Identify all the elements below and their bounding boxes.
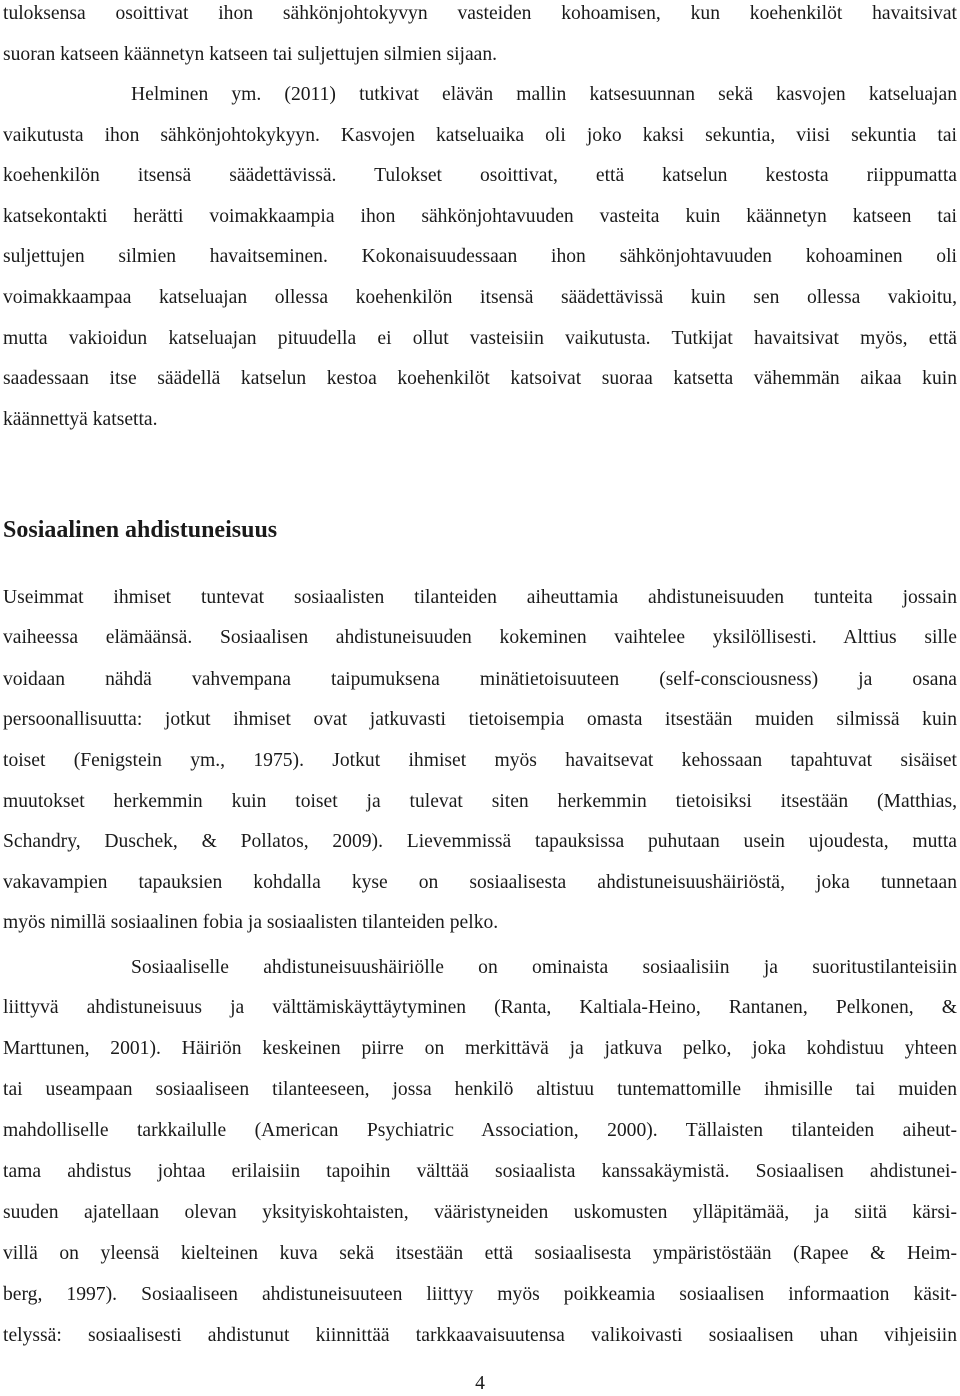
text-line: liittyvä ahdistuneisuus ja välttämiskäyttäytyminen (Ranta, Kaltiala-Heino, Rantanen, Pelkonen, & bbox=[3, 997, 957, 1018]
text-line: telyssä: sosiaalisesti ahdistunut kiinnittää tarkkaavaisuutensa valikoivasti sosiaalisen uhan vihjeisiin bbox=[3, 1325, 957, 1346]
text-line: koehenkilön itsensä säädettävissä. Tulokset osoittivat, että katselun kestosta riippumatta bbox=[3, 165, 957, 186]
text-line: tama ahdistus johtaa erilaisiin tapoihin välttää sosiaalista kanssakäymistä. Sosiaalisen ahdistunei- bbox=[3, 1161, 957, 1182]
text-line: katsekontakti herätti voimakkaampia ihon sähkönjohtavuuden vasteita kuin käännetyn katseen tai bbox=[3, 206, 957, 227]
text-line: toiset (Fenigstein ym., 1975). Jotkut ihmiset myös havaitsevat kehossaan tapahtuvat sisäiset bbox=[3, 750, 957, 771]
text-line: suuden ajatellaan olevan yksityiskohtaisten, vääristyneiden uskomusten ylläpitämää, ja siitä kärsi- bbox=[3, 1202, 957, 1223]
text-line: Schandry, Duschek, & Pollatos, 2009). Lievemmissä tapauksissa puhutaan usein ujoudesta, mutta bbox=[3, 831, 957, 852]
text-line: vaikutusta ihon sähkönjohtokykyyn. Kasvojen katseluaika oli joko kaksi sekuntia, viisi sekuntia tai bbox=[3, 125, 957, 146]
text-line: saadessaan itse säädellä katselun kestoa koehenkilöt katsoivat suoraa katsetta vähemmän aikaa kuin bbox=[3, 368, 957, 389]
text-line: suljettujen silmien havaitseminen. Kokonaisuudessaan ihon sähkönjohtavuuden kohoaminen oli bbox=[3, 246, 957, 267]
text-line: tai useampaan sosiaaliseen tilanteeseen, jossa henkilö altistuu tuntemattomille ihmisille tai muiden bbox=[3, 1079, 957, 1100]
text-line: Sosiaaliselle ahdistuneisuushäiriölle on ominaista sosiaalisiin ja suoritustilanteisiin bbox=[131, 957, 957, 978]
text-line: villä on yleensä kielteinen kuva sekä itsestään että sosiaalisesta ympäristöstään (Rapee & Heim- bbox=[3, 1243, 957, 1264]
text-line: käännettyä katsetta. bbox=[3, 409, 158, 430]
text-line: voimakkaampaa katseluajan ollessa koehenkilön itsensä säädettävissä kuin sen ollessa vakioitu, bbox=[3, 287, 957, 308]
text-line: voidaan nähdä vahvempana taipumuksena minätietoisuuteen (self-consciousness) ja osana bbox=[3, 669, 957, 690]
text-line: vakavampien tapauksien kohdalla kyse on sosiaalisesta ahdistuneisuushäiriöstä, joka tunnetaan bbox=[3, 872, 957, 893]
text-line: myös nimillä sosiaalinen fobia ja sosiaalisten tilanteiden pelko. bbox=[3, 912, 499, 933]
text-line: mahdolliselle tarkkailulle (American Psychiatric Association, 2000). Tällaisten tilanteiden aiheut- bbox=[3, 1120, 957, 1141]
section-heading: Sosiaalinen ahdistuneisuus bbox=[3, 517, 278, 543]
text-line: muutokset herkemmin kuin toiset ja tulevat siten herkemmin tietoisiksi itsestään (Matthias, bbox=[3, 791, 957, 812]
text-line: suoran katseen käännetyn katseen tai suljettujen silmien sijaan. bbox=[3, 44, 498, 65]
text-line: vaiheessa elämäänsä. Sosiaalisen ahdistuneisuuden kokeminen vaihtelee yksilöllisesti. Alttius sille bbox=[3, 627, 957, 648]
text-line: berg, 1997). Sosiaaliseen ahdistuneisuuteen liittyy myös poikkeamia sosiaalisen informaation käsit- bbox=[3, 1284, 957, 1305]
text-line: Useimmat ihmiset tuntevat sosiaalisten tilanteiden aiheuttamia ahdistuneisuuden tunteita jossain bbox=[3, 587, 957, 608]
text-line: Marttunen, 2001). Häiriön keskeinen piirre on merkittävä ja jatkuva pelko, joka kohdistuu yhteen bbox=[3, 1038, 957, 1059]
text-line: tuloksensa osoittivat ihon sähkönjohtokyvyn vasteiden kohoamisen, kun koehenkilöt havaitsivat bbox=[3, 3, 957, 24]
text-line: persoonallisuutta: jotkut ihmiset ovat jatkuvasti tietoisempia omasta itsestään muiden silmissä kuin bbox=[3, 709, 957, 730]
text-line: Helminen ym. (2011) tutkivat elävän mallin katsesuunnan sekä kasvojen katseluajan bbox=[131, 84, 957, 105]
page-number: 4 bbox=[475, 1373, 485, 1394]
text-line: mutta vakioidun katseluajan pituudella ei ollut vasteisiin vaikutusta. Tutkijat havaitsivat myös, että bbox=[3, 328, 957, 349]
